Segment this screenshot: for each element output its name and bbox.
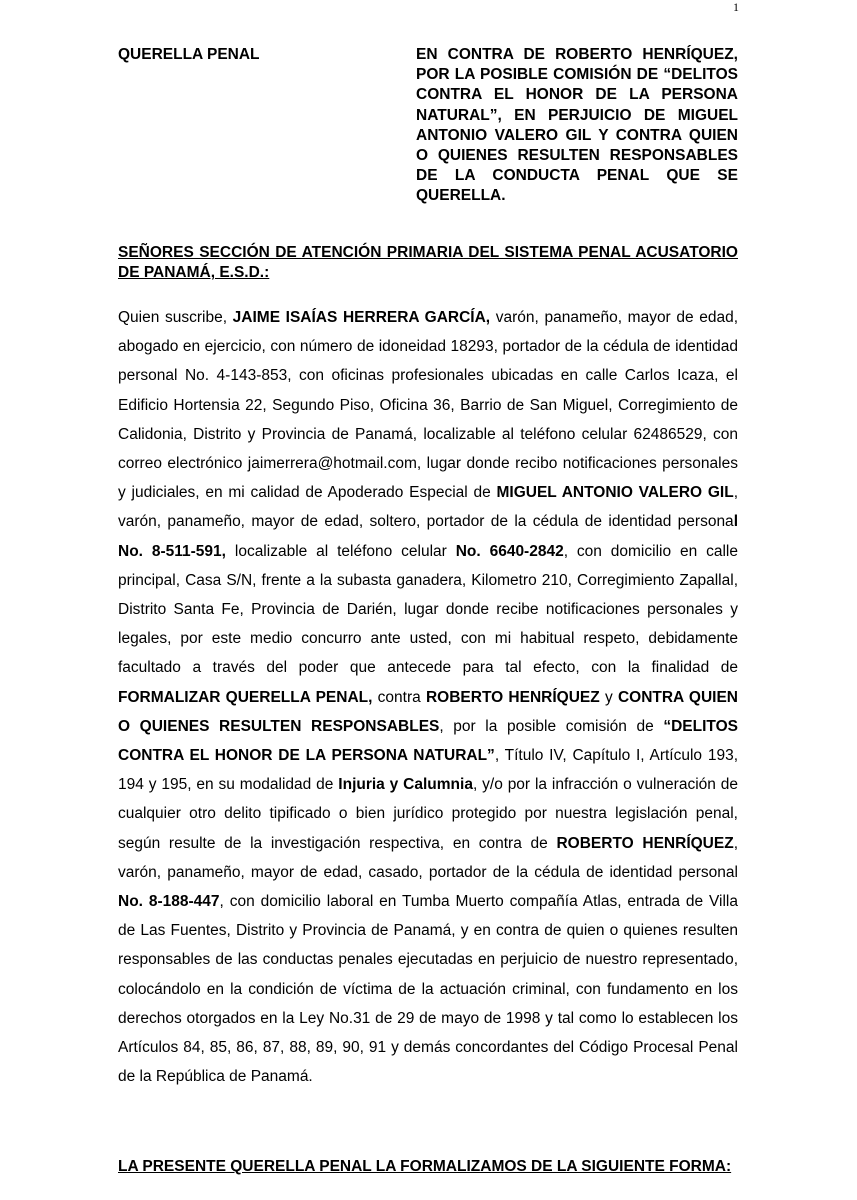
document-title: QUERELLA PENAL: [118, 46, 260, 63]
client-name: MIGUEL ANTONIO VALERO GIL: [496, 484, 734, 502]
defendant-name: ROBERTO HENRÍQUEZ: [425, 688, 600, 706]
case-summary: EN CONTRA DE ROBERTO HENRÍQUEZ, POR LA POSIBLE COMISIÓN DE “DELITOS CONTRA EL HONOR DE LA PERSONA NATURAL”, EN PERJUICIO DE MIGUEL ANTONIO VALERO GIL Y CONTRA QUIEN O QUIENES RESULTEN RESPONSABLES DE LA CONDUCTA PENAL QUE SE QUERELLA.: [416, 46, 738, 205]
attorney-name: JAIME ISAÍAS HERRERA GARCÍA,: [232, 309, 491, 326]
page-number: 1: [733, 0, 739, 14]
body-paragraph: Quien suscribe, JAIME ISAÍAS HERRERA GARCÍA, varón, panameño, mayor de edad, abogado en ejercicio, con número de idoneidad 18293, portador de la cédula de identidad personal No. 4-143-853, con oficinas profesionales ubicadas en calle Carlos Icaza, el Edificio Hortensia 22, Segundo Piso, Oficina 36, Barrio de San Miguel, Corregimiento de Calidonia, Distrito y Provincia de Panamá, localizable al teléfono celular 62486529, con correo electrónico jaimerrera@hotmail.com, lugar donde recibo notificaciones personales y judiciales, en mi calidad de Apoderado Especial de MIGUEL ANTONIO VALERO GIL, varón, panameño, mayor de edad, soltero, portador de la cédula de identidad personal No. 8-511-591, localizable al teléfono celular No. 6640-2842, con domicilio en calle principal, Casa S/N, frente a la subasta ganadera, Kilometro 210, Corregimiento Zapallal, Distrito Santa Fe, Provincia de Darién, lugar donde recibe notificaciones personales y legales, por este medio concurro ante usted, con mi habitual respeto, debidamente facultado a través del poder que antecede para tal efecto, con la finalidad de FORMALIZAR QUERELLA PENAL, contra ROBERTO HENRÍQUEZ y CONTRA QUIEN O QUIENES RESULTEN RESPONSABLES, por la posible comisión de “DELITOS CONTRA EL HONOR DE LA PERSONA NATURAL”, Título IV, Capítulo I, Artículo 193, 194 y 195, en su modalidad de Injuria y Calumnia, y/o por la infracción o vulneración de cualquier otro delito tipificado o bien jurídico protegido por nuestra legislación penal, según resulte de la investigación respectiva, en contra de ROBERTO HENRÍQUEZ, varón, panameño, mayor de edad, casado, portador de la cédula de identidad personal No. 8-188-447, con domicilio laboral en Tumba Muerto compañía Atlas, entrada de Villa de Las Fuentes, Distrito y Provincia de Panamá, y en contra de quien o quienes resulten responsables de las conductas penales ejecutadas en perjuicio de nuestro representado, colocándolo en la condición de víctima de la actuación criminal, con fundamento en los derechos otorgados en la Ley No.31 de 29 de mayo de 1998 y tal como lo establecen los Artículos 84, 85, 86, 87, 88, 89, 90, 91 y demás concordantes del Código Procesal Penal de la República de Panamá.: [118, 309, 739, 1086]
section-heading: LA PRESENTE QUERELLA PENAL LA FORMALIZAMOS DE LA SIGUIENTE FORMA:: [118, 1158, 732, 1175]
addressee: SEÑORES SECCIÓN DE ATENCIÓN PRIMARIA DEL SISTEMA PENAL ACUSATORIO DE PANAMÁ, E.S.D.:: [118, 244, 738, 281]
